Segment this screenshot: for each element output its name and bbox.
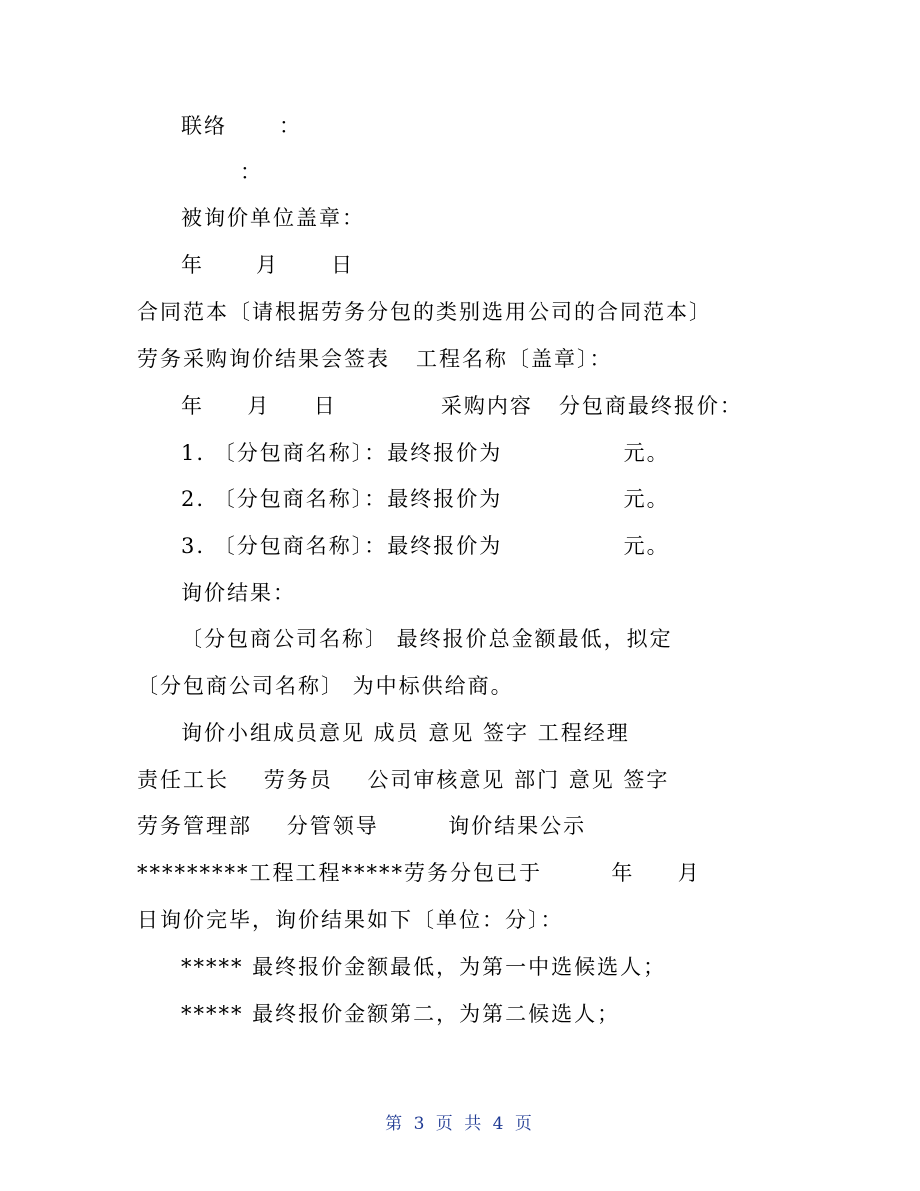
text-line-result-1: 〔分包商公司名称〕 最终报价总金额最低，拟定 [181, 627, 673, 651]
text-line-signoff-title: 劳务采购询价结果会签表 工程名称〔盖章〕： [137, 347, 613, 371]
text-line-team-opinion: 询价小组成员意见 成员 意见 签字 工程经理 [181, 721, 630, 745]
text-line-result-2: 〔分包商公司名称〕 为中标供给商。 [137, 674, 514, 698]
text-line-announcement-1: *********工程工程*****劳务分包已于 年 月 [137, 861, 701, 885]
text-line-announcement-2: 日询价完毕，询价结果如下〔单位：分〕： [137, 908, 564, 932]
text-line-seal: 被询价单位盖章： [181, 206, 365, 230]
text-line-contract-template: 合同范本〔请根据劳务分包的类别选用公司的合同范本〕 [137, 300, 712, 324]
text-line-date-2: 年 月 日 采购内容 分包商最终报价： [181, 394, 743, 418]
page-number-footer: 第 3 页 共 4 页 [385, 1114, 535, 1134]
text-line-first-candidate: ***** 最终报价金额最低，为第一中选候选人； [181, 955, 667, 979]
text-line-department: 劳务管理部 分管领导 询价结果公示 [137, 814, 587, 838]
text-line-colon: ： [240, 160, 263, 184]
text-line-contact: 联络 ： [181, 114, 303, 138]
text-line-roles: 责任工长 劳务员 公司审核意见 部门 意见 签字 [137, 768, 670, 792]
text-line-quote-1: 1. 〔分包商名称〕：最终报价为 元。 [181, 441, 670, 465]
text-line-quote-3: 3. 〔分包商名称〕：最终报价为 元。 [181, 534, 670, 558]
text-line-result-heading: 询价结果： [181, 581, 296, 605]
text-line-date-1: 年 月 日 [181, 253, 355, 277]
text-line-second-candidate: ***** 最终报价金额第二，为第二候选人； [181, 1002, 621, 1026]
text-line-quote-2: 2. 〔分包商名称〕：最终报价为 元。 [181, 487, 670, 511]
